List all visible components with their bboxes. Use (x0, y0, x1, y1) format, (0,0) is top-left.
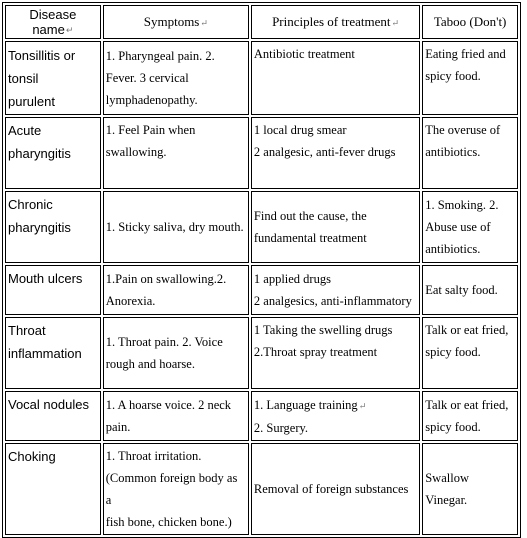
disease-table (2, 2, 521, 538)
table-row (5, 191, 518, 263)
cell-taboo: Eating fried and spicy food. (422, 41, 518, 115)
cell-disease: Chronic pharyngitis (5, 191, 101, 263)
cell-symptoms: 1. A hoarse voice. 2 neck pain. (103, 391, 249, 441)
cell-taboo: Eat salty food. (422, 265, 518, 315)
cell-treatment: 1 local drug smear 2 analgesic, anti-fever drugs (251, 117, 420, 189)
cell-disease: Vocal nodules (5, 391, 101, 441)
cell-symptoms: 1. Pharyngeal pain. 2. Fever. 3 cervical lymphadenopathy. (103, 41, 249, 115)
cell-symptoms: 1. Throat irritation. (Common foreign body as a fish bone, chicken bone.) (103, 443, 249, 535)
cell-treatment: Antibiotic treatment (251, 41, 420, 115)
cell-symptoms: 1. Feel Pain when swallowing. (103, 117, 249, 189)
table-row (5, 117, 518, 189)
table-row (5, 391, 518, 441)
cell-disease: Choking (5, 443, 101, 535)
cell-taboo: Talk or eat fried, spicy food. (422, 317, 518, 389)
header-taboo: Taboo (Don't) (422, 5, 518, 39)
table-row (5, 317, 518, 389)
cell-taboo: 1. Smoking. 2. Abuse use of antibiotics. (422, 191, 518, 263)
cell-symptoms: 1. Throat pain. 2. Voice rough and hoarse. (103, 317, 249, 389)
cell-taboo: The overuse of antibiotics. (422, 117, 518, 189)
table-row (5, 443, 518, 535)
header-disease-name: Disease name↵ (5, 5, 101, 39)
header-treatment: Principles of treatment↵ (251, 5, 420, 39)
cell-symptoms: 1. Sticky saliva, dry mouth. (103, 191, 249, 263)
cell-symptoms: 1.Pain on swallowing.2. Anorexia. (103, 265, 249, 315)
cell-treatment: 1. Language training↵ 2. Surgery. (251, 391, 420, 441)
cell-treatment: 1 Taking the swelling drugs 2.Throat spray treatment (251, 317, 420, 389)
cell-taboo: Talk or eat fried, spicy food. (422, 391, 518, 441)
header-symptoms: Symptoms↵ (103, 5, 249, 39)
cell-disease: Acute pharyngitis (5, 117, 101, 189)
cell-disease: Throat inflammation (5, 317, 101, 389)
cell-disease: Tonsillitis or tonsil purulent (5, 41, 101, 115)
cell-treatment: 1 applied drugs 2 analgesics, anti-inflammatory (251, 265, 420, 315)
table-row (5, 265, 518, 315)
cell-treatment: Find out the cause, the fundamental treatment (251, 191, 420, 263)
cell-disease: Mouth ulcers (5, 265, 101, 315)
cell-taboo: Swallow Vinegar. (422, 443, 518, 535)
cell-treatment: Removal of foreign substances (251, 443, 420, 535)
table-row (5, 41, 518, 115)
table-header-row (5, 5, 518, 39)
